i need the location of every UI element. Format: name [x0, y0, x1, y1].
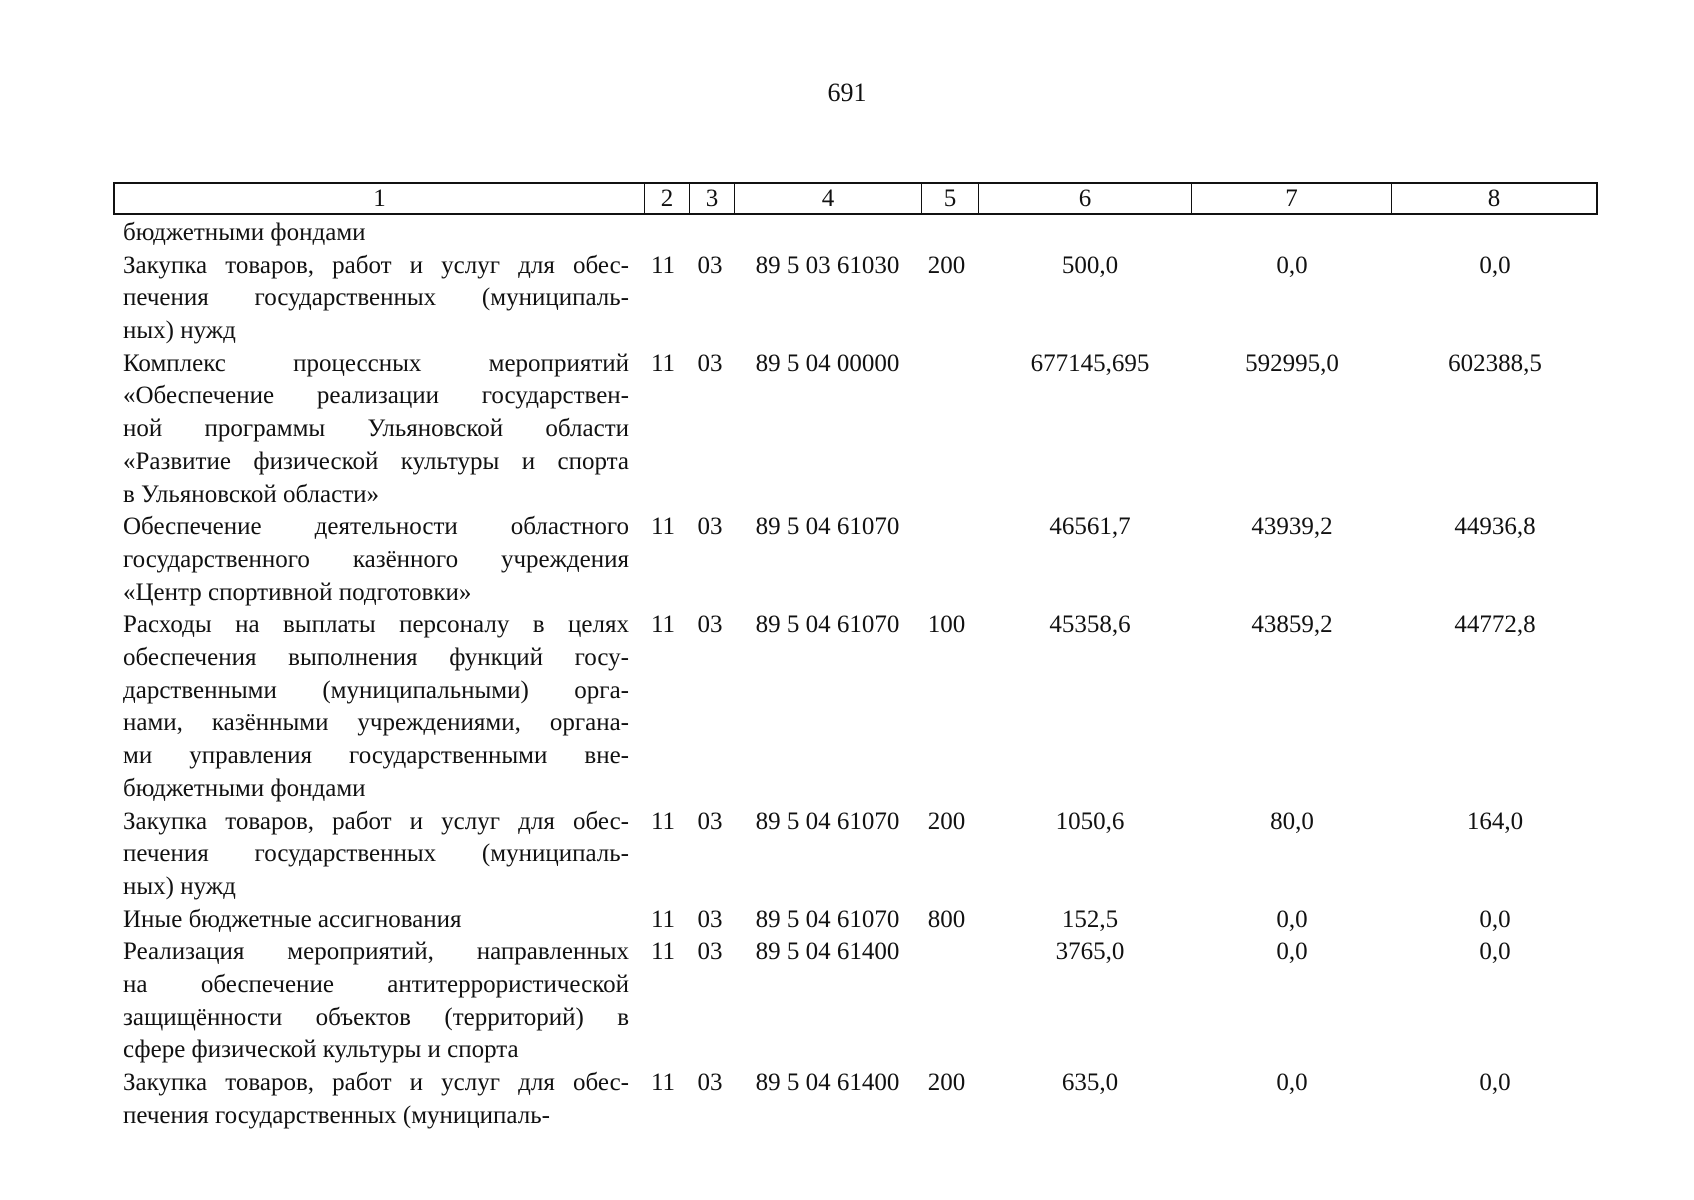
expense-type-code: 200	[927, 1069, 966, 1097]
description-line: государственного казённого учреждения	[123, 545, 629, 573]
amount-col-7: 0,0	[1276, 938, 1308, 966]
description-line: Иные бюджетные ассигнования	[123, 905, 462, 933]
amount-col-6: 500,0	[1061, 251, 1119, 279]
description-line: ми управления государственными вне-	[123, 742, 629, 770]
header-col-4: 4	[734, 184, 921, 213]
description-line: Реализация мероприятий, направленных	[123, 938, 629, 966]
amount-col-6: 635,0	[1061, 1069, 1119, 1097]
table-row	[0, 348, 1694, 512]
subsection-code: 03	[697, 938, 723, 966]
description-line: Закупка товаров, работ и услуг для обес-	[123, 1069, 629, 1097]
table-row	[0, 511, 1694, 609]
target-article-code: 89 5 04 61070	[755, 905, 900, 933]
description-line: Обеспечение деятельности областного	[123, 513, 629, 541]
target-article-code: 89 5 04 61070	[755, 513, 900, 541]
description-line: нами, казёнными учреждениями, органа-	[123, 709, 629, 737]
description-line: Расходы на выплаты персоналу в целях	[123, 611, 629, 639]
amount-col-7: 43939,2	[1251, 513, 1333, 541]
row-description	[123, 904, 629, 937]
amount-col-6: 1050,6	[1055, 807, 1125, 835]
section-code: 11	[650, 807, 676, 835]
description-line: бюджетными фондами	[123, 774, 366, 802]
description-line: Закупка товаров, работ и услуг для обес-	[123, 807, 629, 835]
expense-type-code: 200	[927, 807, 966, 835]
subsection-code: 03	[697, 1069, 723, 1097]
header-col-2: 2	[644, 184, 689, 213]
table-row	[0, 609, 1694, 805]
description-line: на обеспечение антитеррористической	[123, 971, 629, 999]
header-col-5: 5	[921, 184, 978, 213]
section-code: 11	[650, 513, 676, 541]
table-row	[0, 936, 1694, 1067]
subsection-code: 03	[697, 513, 723, 541]
amount-col-7: 0,0	[1276, 905, 1308, 933]
section-code: 11	[650, 349, 676, 377]
amount-col-8: 0,0	[1479, 938, 1511, 966]
subsection-code: 03	[697, 611, 723, 639]
subsection-code: 03	[697, 349, 723, 377]
row-description	[123, 1067, 629, 1132]
row-description	[123, 609, 629, 805]
target-article-code: 89 5 04 61400	[755, 938, 900, 966]
description-line: печения государственных (муниципаль-	[123, 1101, 550, 1129]
description-line: «Обеспечение реализации государствен-	[123, 382, 629, 410]
description-line: защищённости объектов (территорий) в	[123, 1003, 629, 1031]
amount-col-8: 0,0	[1479, 251, 1511, 279]
description-line: Комплекс процессных мероприятий	[123, 349, 629, 377]
target-article-code: 89 5 04 61070	[755, 807, 900, 835]
subsection-code: 03	[697, 251, 723, 279]
subsection-code: 03	[697, 807, 723, 835]
amount-col-6: 45358,6	[1049, 611, 1131, 639]
row-description	[123, 250, 629, 348]
target-article-code: 89 5 03 61030	[755, 251, 900, 279]
target-article-code: 89 5 04 61400	[755, 1069, 900, 1097]
amount-col-7: 592995,0	[1245, 349, 1339, 377]
expense-type-code: 800	[927, 905, 966, 933]
amount-col-7: 43859,2	[1251, 611, 1333, 639]
amount-col-8: 0,0	[1479, 905, 1511, 933]
amount-col-6: 46561,7	[1049, 513, 1131, 541]
header-col-8: 8	[1391, 184, 1596, 213]
description-line: обеспечения выполнения функций госу-	[123, 644, 629, 672]
expense-type-code: 100	[927, 611, 966, 639]
table-row	[0, 217, 1694, 250]
target-article-code: 89 5 04 00000	[755, 349, 900, 377]
table-row	[0, 250, 1694, 348]
table-row	[0, 806, 1694, 904]
description-line: ных) нужд	[123, 872, 236, 900]
description-line: печения государственных (муниципаль-	[123, 840, 629, 868]
header-col-1: 1	[373, 185, 386, 212]
amount-col-8: 164,0	[1466, 807, 1524, 835]
section-code: 11	[650, 251, 676, 279]
amount-col-6: 677145,695	[1030, 349, 1150, 377]
description-line: «Развитие физической культуры и спорта	[123, 447, 629, 475]
section-code: 11	[650, 938, 676, 966]
amount-col-8: 602388,5	[1448, 349, 1542, 377]
row-description	[123, 806, 629, 904]
header-col-3: 3	[689, 184, 734, 213]
description-line: бюджетными фондами	[123, 219, 366, 246]
description-line: Закупка товаров, работ и услуг для обес-	[123, 251, 629, 279]
header-col-7: 7	[1191, 184, 1391, 213]
amount-col-7: 0,0	[1276, 251, 1308, 279]
amount-col-8: 44936,8	[1454, 513, 1536, 541]
section-code: 11	[650, 905, 676, 933]
amount-col-8: 44772,8	[1454, 611, 1536, 639]
row-description	[123, 217, 629, 250]
description-line: дарственными (муниципальными) орга-	[123, 676, 629, 704]
section-code: 11	[650, 1069, 676, 1097]
amount-col-7: 0,0	[1276, 1069, 1308, 1097]
amount-col-6: 152,5	[1061, 905, 1119, 933]
row-description	[123, 936, 629, 1067]
table-row	[0, 904, 1694, 937]
table-header	[113, 182, 1598, 215]
header-col-6: 6	[978, 184, 1191, 213]
subsection-code: 03	[697, 905, 723, 933]
description-line: ной программы Ульяновской области	[123, 415, 629, 443]
description-line: «Центр спортивной подготовки»	[123, 578, 472, 606]
amount-col-6: 3765,0	[1055, 938, 1125, 966]
row-description	[123, 348, 629, 511]
description-line: ных) нужд	[123, 317, 236, 345]
section-code: 11	[650, 611, 676, 639]
description-line: сфере физической культуры и спорта	[123, 1036, 519, 1064]
amount-col-7: 80,0	[1270, 807, 1314, 835]
target-article-code: 89 5 04 61070	[755, 611, 900, 639]
table-row	[0, 1067, 1694, 1132]
description-line: печения государственных (муниципаль-	[123, 284, 629, 312]
row-description	[123, 511, 629, 609]
description-line: в Ульяновской области»	[123, 480, 380, 508]
page-number: 691	[827, 78, 867, 107]
amount-col-8: 0,0	[1479, 1069, 1511, 1097]
expense-type-code: 200	[927, 251, 966, 279]
